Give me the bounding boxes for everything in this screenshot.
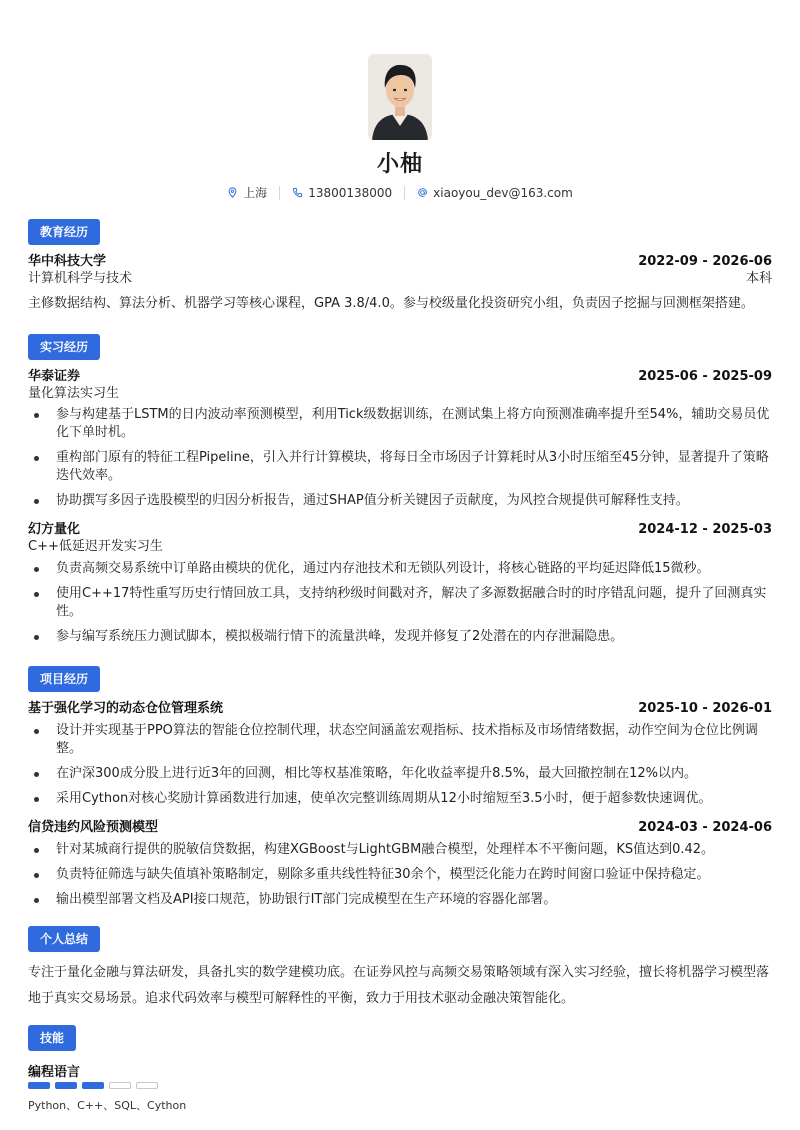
internship-header bbox=[28, 521, 772, 539]
internship-role bbox=[28, 385, 772, 403]
list-item: 在沪深300成分股上进行近3年的回测，相比等权基准策略，年化收益率提升8.5%，最大回撤控制在12%以内。 bbox=[28, 765, 772, 783]
list-item: 协助撰写多因子选股模型的归因分析报告，通过SHAP值分析关键因子贡献度，为风控合规提供可解释性支持。 bbox=[28, 492, 772, 510]
school-name: 华中科技大学 bbox=[28, 254, 107, 269]
role-title: C++低延迟开发实习生 bbox=[28, 539, 163, 554]
education-description: 主修数据结构、算法分析、机器学习等核心课程，GPA 3.8/4.0。参与校级量化投资研究小组，负责因子挖掘与回测框架搭建。 bbox=[28, 296, 754, 311]
email-link[interactable]: xiaoyou_dev@163.com bbox=[433, 185, 573, 200]
major: 计算机科学与技术 bbox=[28, 271, 133, 286]
list-item: 设计并实现基于PPO算法的智能仓位控制代理，状态空间涵盖宏观指标、技术指标及市场情绪数据，动作空间为仓位比例调整。 bbox=[28, 722, 772, 758]
internship-bullets bbox=[28, 406, 772, 510]
skill-level-empty bbox=[136, 1082, 158, 1089]
project-bullets bbox=[28, 841, 772, 909]
contact-divider bbox=[279, 186, 280, 200]
education-subrow bbox=[28, 270, 772, 288]
project-name: 信贷违约风险预测模型 bbox=[28, 820, 159, 835]
project-bullets bbox=[28, 722, 772, 808]
section-title-projects: 项目经历 bbox=[28, 666, 100, 692]
degree: 本科 bbox=[745, 271, 772, 286]
role-title: 量化算法实习生 bbox=[28, 386, 120, 401]
list-item: 针对某城商行提供的脱敏信贷数据，构建XGBoost与LightGBM融合模型，处理样本不平衡问题，KS值达到0.42。 bbox=[28, 841, 772, 859]
contact-bar bbox=[0, 184, 800, 201]
section-title-internships: 实习经历 bbox=[28, 334, 100, 360]
contact-location bbox=[227, 184, 267, 201]
list-item: 负责高频交易系统中订单路由模块的优化，通过内存池技术和无锁队列设计，将核心链路的平均延迟降低15微秒。 bbox=[28, 560, 772, 578]
project-date: 2025-10 - 2026-01 bbox=[638, 701, 772, 716]
list-item: 采用Cython对核心奖励计算函数进行加速，使单次完整训练周期从12小时缩短至3.5小时，便于超参数快速调优。 bbox=[28, 790, 772, 808]
candidate-name: 小柚 bbox=[376, 152, 423, 177]
list-item: 重构部门原有的特征工程Pipeline，引入并行计算模块，将每日全市场因子计算耗时从3小时压缩至45分钟，显著提升了策略迭代效率。 bbox=[28, 449, 772, 485]
phone-text: 13800138000 bbox=[308, 185, 393, 200]
skill-category: 编程语言 bbox=[28, 1065, 81, 1080]
skill-level-filled bbox=[28, 1082, 50, 1089]
phone-icon bbox=[292, 187, 303, 198]
company-name: 华泰证券 bbox=[28, 369, 81, 384]
list-item: 负责特征筛选与缺失值填补策略制定，剔除多重共线性特征30余个，模型泛化能力在跨时间窗口验证中保持稳定。 bbox=[28, 866, 772, 884]
skill-list: Python、C++、SQL、Cython bbox=[28, 1099, 187, 1112]
list-item: 参与编写系统压力测试脚本，模拟极端行情下的流量洪峰，发现并修复了2处潜在的内存泄漏隐患。 bbox=[28, 628, 772, 646]
project-header bbox=[28, 819, 772, 837]
project-name: 基于强化学习的动态仓位管理系统 bbox=[28, 701, 224, 716]
skill-level-filled bbox=[82, 1082, 104, 1089]
contact-phone bbox=[292, 186, 392, 200]
list-item: 输出模型部署文档及API接口规范，协助银行IT部门完成模型在生产环境的容器化部署。 bbox=[28, 891, 772, 909]
section-title-skills: 技能 bbox=[28, 1025, 76, 1051]
company-name: 幻方量化 bbox=[28, 522, 81, 537]
section-title-summary: 个人总结 bbox=[28, 926, 100, 952]
internship-role bbox=[28, 538, 772, 556]
internship-bullets bbox=[28, 560, 772, 646]
skill-level-meter bbox=[28, 1082, 158, 1089]
at-sign-icon bbox=[417, 187, 428, 198]
section-title-education: 教育经历 bbox=[28, 219, 100, 245]
skill-level-filled bbox=[55, 1082, 77, 1089]
education-date: 2022-09 - 2026-06 bbox=[638, 254, 772, 269]
list-item: 使用C++17特性重写历史行情回放工具，支持纳秒级时间戳对齐，解决了多源数据融合时的时序错乱问题，提升了回测真实性。 bbox=[28, 585, 772, 621]
internship-date: 2025-06 - 2025-09 bbox=[638, 369, 772, 384]
skill-level-empty bbox=[109, 1082, 131, 1089]
location-pin-icon bbox=[227, 187, 238, 198]
project-date: 2024-03 - 2024-06 bbox=[638, 820, 772, 835]
project-header bbox=[28, 700, 772, 718]
profile-photo bbox=[368, 54, 432, 140]
internship-header bbox=[28, 368, 772, 386]
summary-text: 专注于量化金融与算法研发，具备扎实的数学建模功底。在证券风控与高频交易策略领域有深入实习经验，擅长将机器学习模型落地于真实交易场景。追求代码效率与模型可解释性的平衡，致力于用技术驱动金融决策智能化。 bbox=[28, 965, 770, 1006]
list-item: 参与构建基于LSTM的日内波动率预测模型，利用Tick级数据训练，在测试集上将方向预测准确率提升至54%，辅助交易员优化下单时机。 bbox=[28, 406, 772, 442]
contact-divider bbox=[404, 186, 405, 200]
internship-date: 2024-12 - 2025-03 bbox=[638, 522, 772, 537]
contact-email bbox=[417, 186, 573, 200]
location-text: 上海 bbox=[243, 186, 268, 200]
education-header bbox=[28, 253, 772, 271]
